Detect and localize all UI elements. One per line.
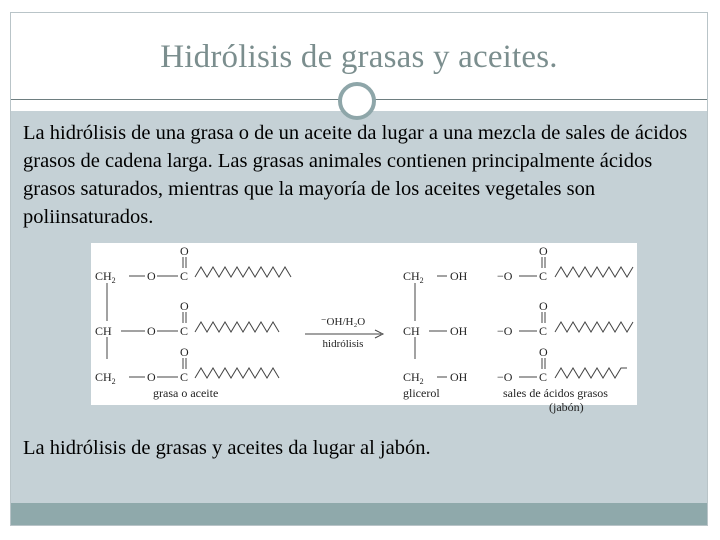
- label-fat: grasa o aceite: [153, 386, 219, 400]
- svg-text:O: O: [539, 299, 548, 313]
- conclusion-text: La hidrólisis de grasas y aceites da lugar al jabón.: [23, 437, 431, 459]
- label-glycerol: glicerol: [403, 386, 440, 400]
- svg-text:O: O: [180, 244, 189, 258]
- svg-text:OH: OH: [450, 324, 468, 338]
- svg-text:O: O: [147, 269, 156, 283]
- svg-text:C: C: [539, 324, 548, 338]
- svg-text:CH2: $CH_2$: [95, 269, 116, 285]
- svg-text:O: O: [539, 345, 548, 359]
- svg-text:CH: CH: [403, 324, 420, 338]
- svg-text:O: O: [180, 299, 189, 313]
- svg-text:CH2: $CH_2$: [95, 370, 116, 386]
- svg-text:OH: OH: [450, 269, 468, 283]
- svg-text:O: O: [147, 324, 156, 338]
- svg-text:OH: OH: [450, 370, 468, 384]
- slide: [10, 12, 708, 526]
- reagent-label: ⁻OH/H₂O: [320, 316, 366, 328]
- slide-title: Hidrólisis de grasas y aceites.: [160, 39, 558, 75]
- footer-bar: [11, 503, 707, 525]
- svg-text:O: O: [539, 244, 548, 258]
- reaction-svg: [91, 243, 637, 414]
- label-soap: (jabón): [549, 400, 584, 414]
- label-salts: sales de ácidos grasos: [503, 386, 608, 400]
- svg-text:−O: −O: [497, 324, 513, 338]
- body-paragraph: La hidrólisis de una grasa o de un aceite da lugar a una mezcla de sales de ácidos grasos de cadena larga. Las grasas animales contienen principalmente ácidos grasos saturados, mientras que la mayoría de los aceites vegetales son poliinsaturados.: [23, 122, 688, 228]
- svg-text:−O: −O: [497, 269, 513, 283]
- svg-text:C: C: [180, 324, 189, 338]
- svg-text:CH: CH: [95, 324, 112, 338]
- svg-text:CH2: $CH_2$: [403, 370, 424, 386]
- svg-text:C: C: [539, 370, 548, 384]
- svg-text:C: C: [180, 269, 189, 283]
- svg-text:−O: −O: [497, 370, 513, 384]
- svg-text:C: C: [180, 370, 189, 384]
- circle-ornament-icon: [338, 82, 376, 120]
- svg-text:C: C: [539, 269, 548, 283]
- svg-text:O: O: [147, 370, 156, 384]
- svg-text:CH2: $CH_2$: [403, 269, 424, 285]
- arrow-label: hidrólisis: [322, 338, 364, 350]
- hydrolysis-diagram: [91, 243, 637, 414]
- svg-text:O: O: [180, 345, 189, 359]
